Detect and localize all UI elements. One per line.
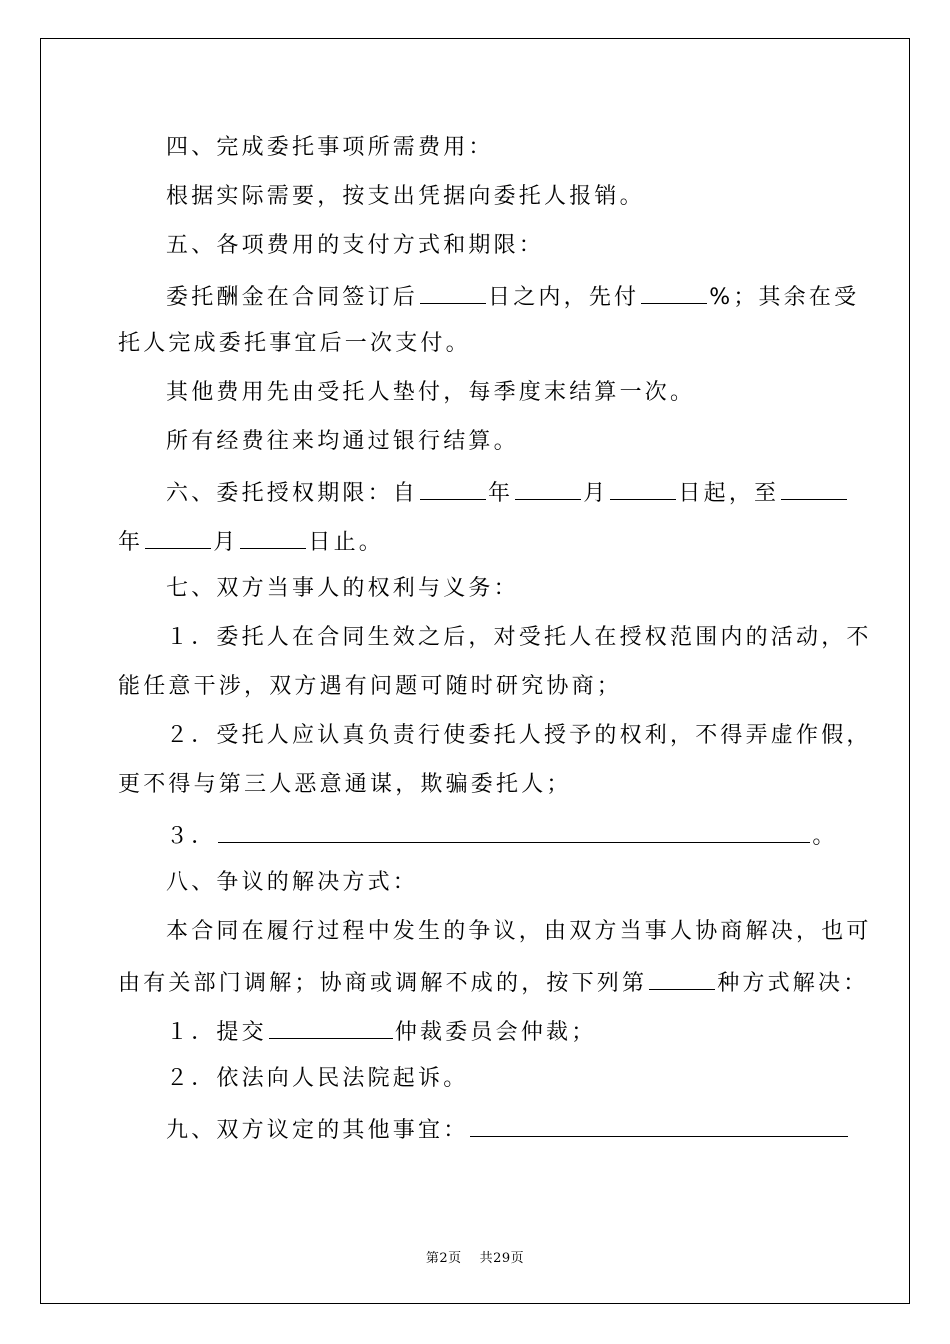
paragraph-continued bbox=[118, 961, 869, 1010]
blank-line[interactable] bbox=[420, 471, 486, 500]
text: 本合同在履行过程中发生的争议，由双方当事人协商解决，也可 bbox=[166, 919, 872, 944]
blank-line[interactable] bbox=[781, 471, 847, 500]
paragraph bbox=[118, 373, 834, 422]
paragraph-continued bbox=[118, 520, 834, 569]
document-body bbox=[118, 128, 872, 1157]
text: 根据实际需要，按支出凭据向委托人报销。 bbox=[166, 184, 645, 209]
page-number: 第2页 bbox=[425, 1251, 462, 1266]
text: １．提交 bbox=[166, 1020, 267, 1045]
section-4-heading bbox=[118, 128, 834, 177]
clause-7-1 bbox=[118, 618, 872, 667]
blank-line[interactable] bbox=[218, 814, 810, 843]
blank-line[interactable] bbox=[610, 471, 676, 500]
blank-line[interactable] bbox=[649, 961, 715, 990]
blank-line[interactable] bbox=[515, 471, 581, 500]
page-total: 共29页 bbox=[479, 1251, 525, 1266]
blank-line[interactable] bbox=[641, 275, 707, 304]
page-footer bbox=[0, 1247, 950, 1266]
text: 七、双方当事人的权利与义务： bbox=[166, 576, 519, 601]
text: ３． bbox=[166, 824, 217, 849]
clause-7-3 bbox=[118, 814, 838, 863]
paragraph-continued bbox=[118, 765, 834, 814]
text: １．委托人在合同生效之后，对受托人在授权范围内的活动，不 bbox=[166, 625, 872, 650]
paragraph bbox=[118, 422, 834, 471]
section-5-heading bbox=[118, 226, 834, 275]
text: 更不得与第三人恶意通谋，欺骗委托人； bbox=[118, 772, 572, 797]
clause-8-2 bbox=[118, 1059, 834, 1108]
blank-line[interactable] bbox=[269, 1010, 393, 1039]
section-9-heading bbox=[118, 1108, 834, 1157]
text: ２．依法向人民法院起诉。 bbox=[166, 1066, 469, 1091]
section-6-heading bbox=[118, 471, 834, 520]
paragraph-continued bbox=[118, 667, 834, 716]
text: ２．受托人应认真负责行使委托人授予的权利，不得弄虚作假， bbox=[166, 723, 872, 748]
text: %；其余在受 bbox=[709, 285, 860, 310]
text: 月 bbox=[583, 481, 609, 506]
paragraph bbox=[118, 912, 872, 961]
text: 。 bbox=[812, 824, 838, 849]
text: 月 bbox=[213, 530, 239, 555]
text: 九、双方议定的其他事宜： bbox=[166, 1118, 469, 1143]
text: 委托酬金在合同签订后 bbox=[166, 285, 419, 310]
text: 五、各项费用的支付方式和期限： bbox=[166, 233, 545, 258]
text: 由有关部门调解；协商或调解不成的，按下列第 bbox=[118, 971, 648, 996]
text: 日之内，先付 bbox=[488, 285, 640, 310]
text: 四、完成委托事项所需费用： bbox=[166, 135, 494, 160]
text: 其他费用先由受托人垫付，每季度末结算一次。 bbox=[166, 380, 696, 405]
text: 日止。 bbox=[308, 530, 385, 555]
text: 所有经费往来均通过银行结算。 bbox=[166, 429, 519, 454]
blank-line[interactable] bbox=[145, 520, 211, 549]
text: 年 bbox=[488, 481, 514, 506]
paragraph bbox=[118, 275, 860, 324]
paragraph-continued bbox=[118, 324, 834, 373]
text: 日起，至 bbox=[678, 481, 780, 506]
text: 八、争议的解决方式： bbox=[166, 870, 419, 895]
blank-line[interactable] bbox=[420, 275, 486, 304]
text: 仲裁委员会仲裁； bbox=[394, 1020, 597, 1045]
text: 能任意干涉，双方遇有问题可随时研究协商； bbox=[118, 674, 623, 699]
paragraph bbox=[118, 177, 834, 226]
blank-line[interactable] bbox=[240, 520, 306, 549]
clause-8-1 bbox=[118, 1010, 834, 1059]
text: 年 bbox=[118, 530, 144, 555]
section-7-heading bbox=[118, 569, 834, 618]
clause-7-2 bbox=[118, 716, 872, 765]
section-8-heading bbox=[118, 863, 834, 912]
text: 六、委托授权期限：自 bbox=[166, 481, 419, 506]
text: 种方式解决： bbox=[717, 971, 869, 996]
blank-line[interactable] bbox=[470, 1108, 848, 1137]
text: 托人完成委托事宜后一次支付。 bbox=[118, 331, 471, 356]
